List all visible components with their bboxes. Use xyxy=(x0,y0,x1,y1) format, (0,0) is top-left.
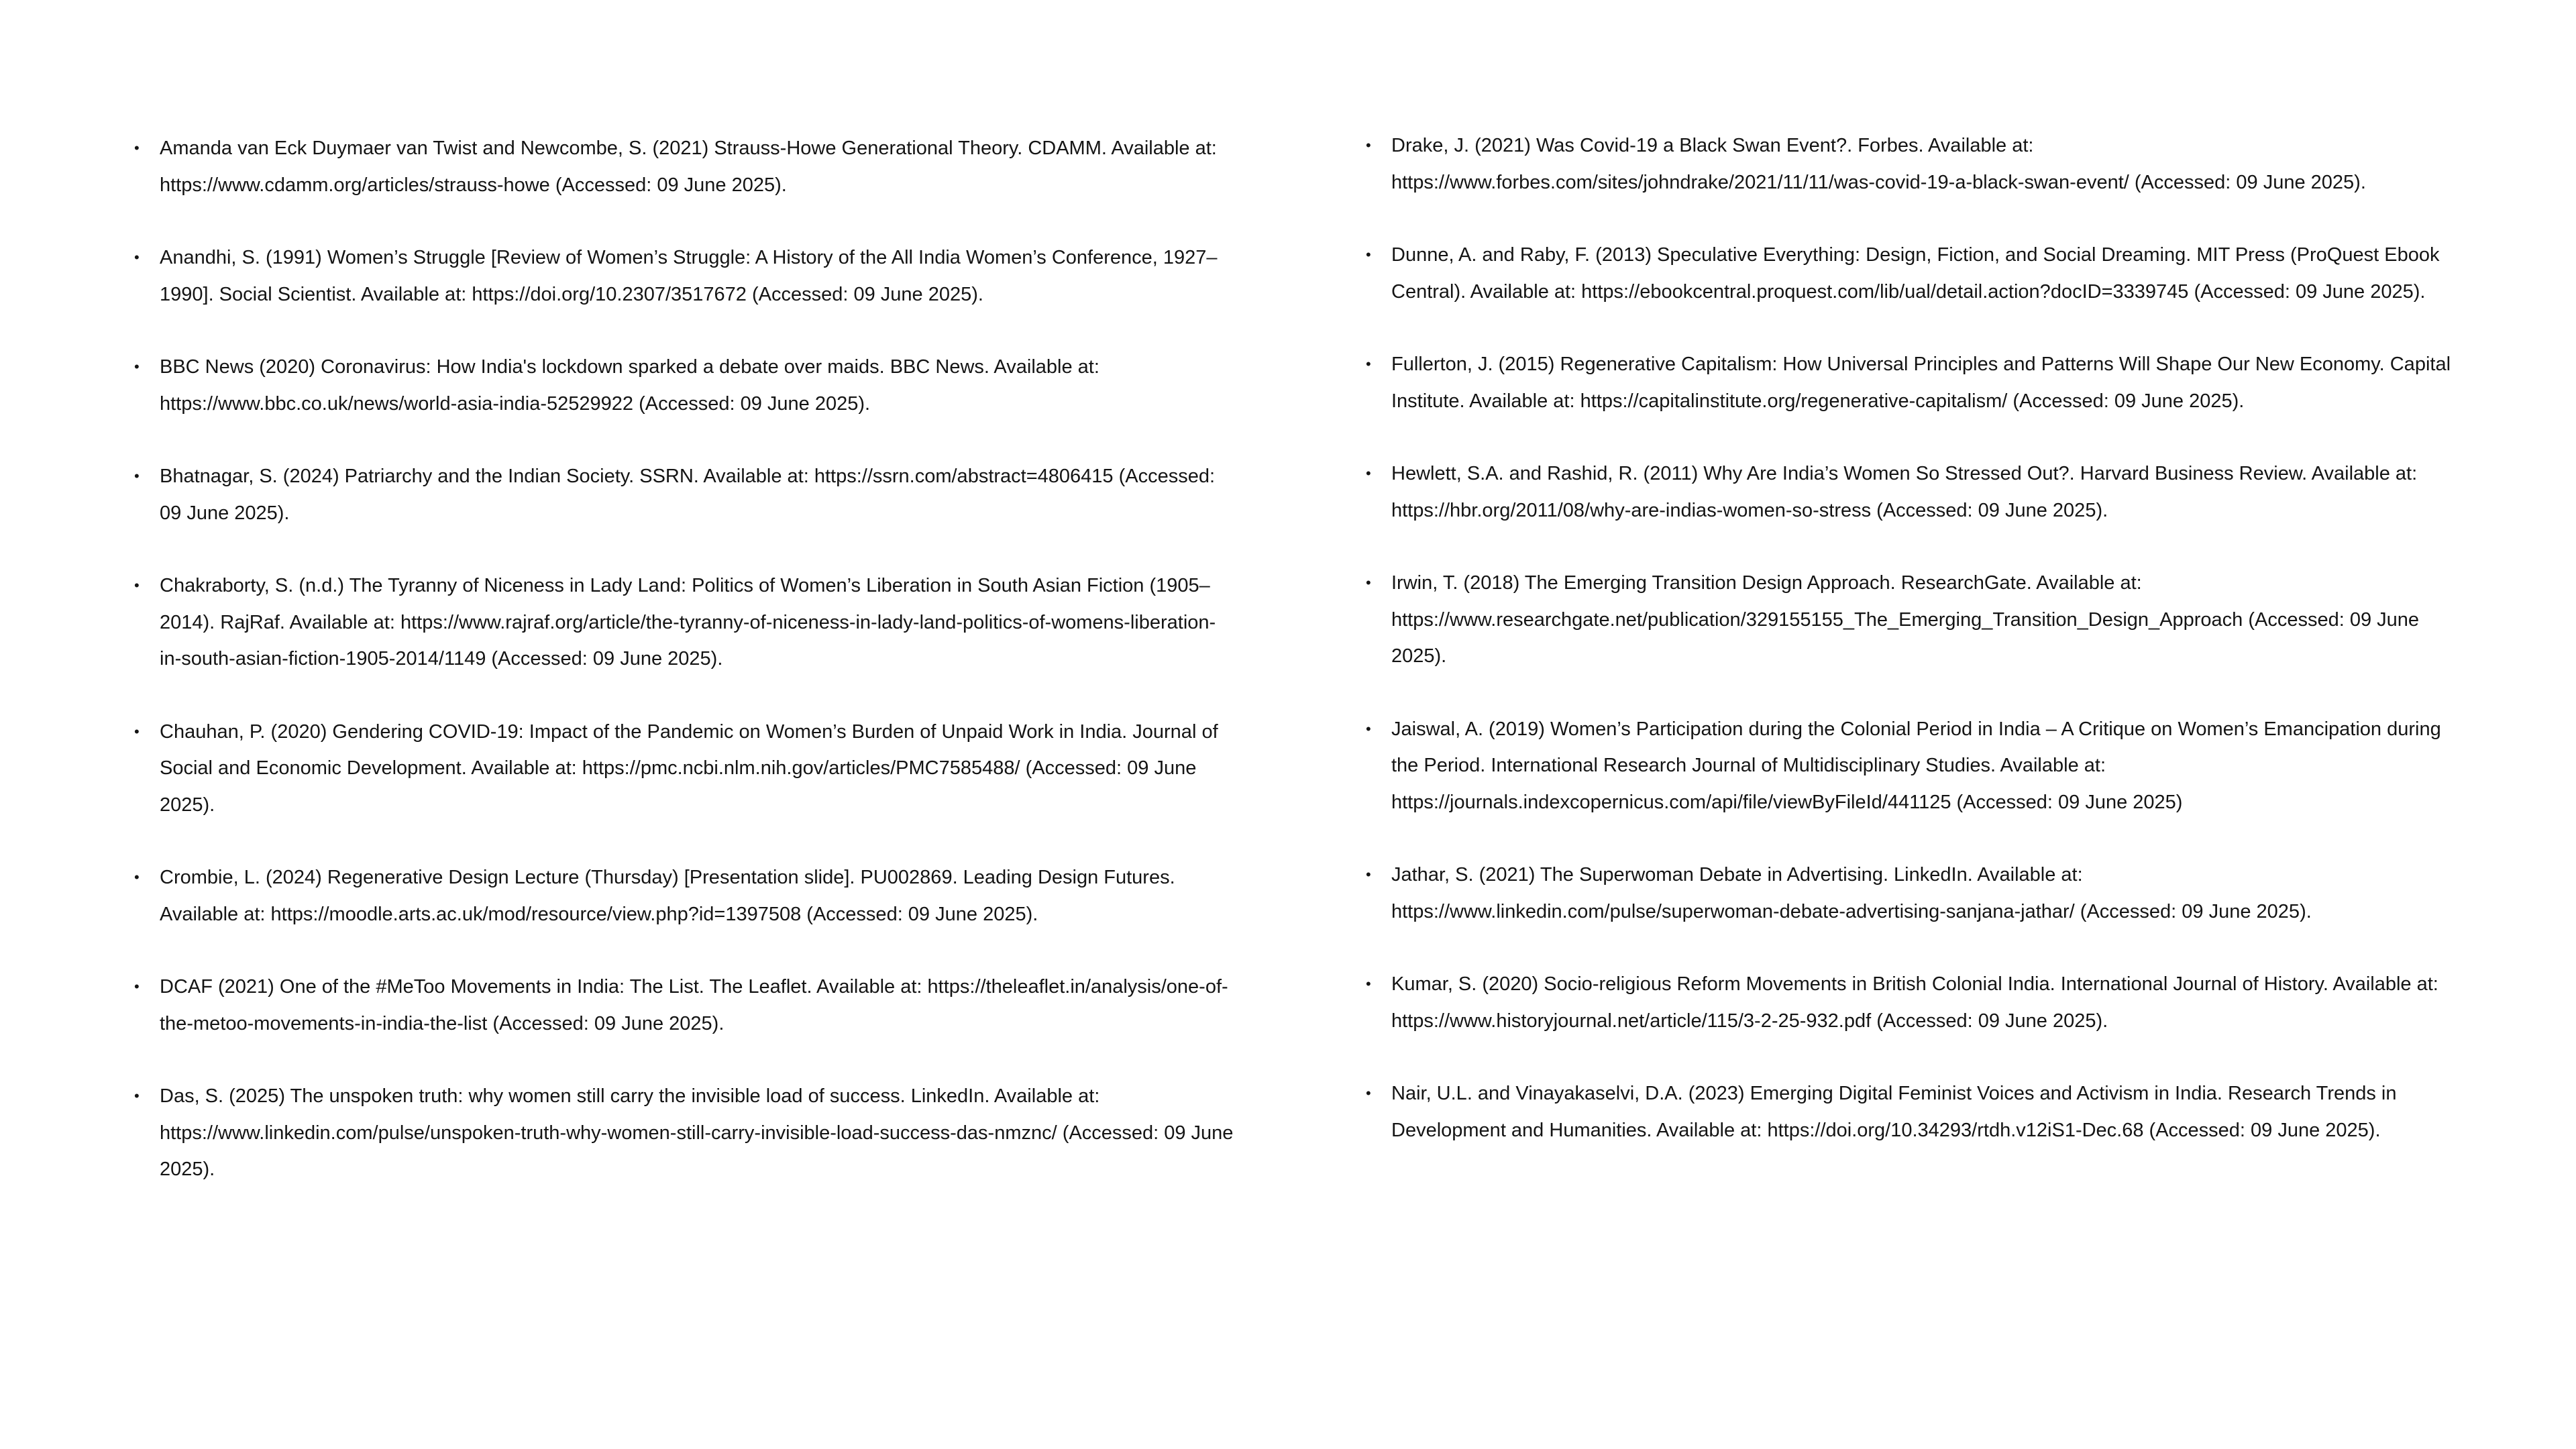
bullet-icon: • xyxy=(1366,246,1371,263)
reference-item xyxy=(134,458,1234,531)
reference-list-left xyxy=(134,130,1234,1224)
reference-text: Anandhi, S. (1991) Women’s Struggle [Review of Women’s Struggle: A History of the All India Women’s Conference, 1927–1990]. Social Scientist. Available at: https://doi.org/10.2307/3517672 (Accessed: 09 June 2025). xyxy=(160,247,1218,305)
reference-text: Chauhan, P. (2020) Gendering COVID-19: Impact of the Pandemic on Women’s Burden of Unpaid Work in India. Journal of Social and Economic Development. Available at: https://pmc.ncbi.nlm.nih.gov/articles/PMC7585488/ (Accessed: 09 June 2025). xyxy=(160,720,1218,816)
reference-text: Chakraborty, S. (n.d.) The Tyranny of Niceness in Lady Land: Politics of Women’s Liberation in South Asian Fiction (1905–2014). RajRaf. Available at: https://www.rajraf.org/article/the-tyranny-of-niceness-in-lady-land-politics-of-womens-liberation-in-south-asian-fiction-1905-2014/1149 (Accessed: 09 June 2025). xyxy=(160,575,1216,669)
bullet-icon: • xyxy=(134,249,140,266)
reference-text: Bhatnagar, S. (2024) Patriarchy and the Indian Society. SSRN. Available at: https://ssrn.com/abstract=4806415 (Accessed: 09 June 2025). xyxy=(160,466,1216,524)
reference-item xyxy=(1366,237,2473,310)
bullet-icon: • xyxy=(1366,356,1371,372)
bullet-icon: • xyxy=(1366,866,1371,883)
reference-item xyxy=(1366,966,2473,1039)
bullet-icon: • xyxy=(1366,720,1371,737)
reference-text: Nair, U.L. and Vinayakaselvi, D.A. (2023) Emerging Digital Feminist Voices and Activism in India. Research Trends in Development and Humanities. Available at: https://doi.org/10.34293/rtdh.v12iS1-Dec.68 (Accessed: 09 June 2025). xyxy=(1391,1083,2397,1141)
bullet-icon: • xyxy=(1366,137,1371,154)
reference-item xyxy=(1366,711,2473,821)
reference-item xyxy=(134,349,1234,422)
reference-item xyxy=(134,1078,1234,1188)
reference-list-right xyxy=(1366,127,2473,1185)
bullet-icon: • xyxy=(134,869,140,885)
reference-item xyxy=(134,714,1234,824)
reference-item xyxy=(134,969,1234,1042)
reference-text: Das, S. (2025) The unspoken truth: why women still carry the invisible load of success. LinkedIn. Available at: https://www.linkedin.com/pulse/unspoken-truth-why-women-still-carry-invisible-load-success-das-nmznc/ (Accessed: 09 June 2025). xyxy=(160,1085,1234,1180)
reference-text: Kumar, S. (2020) Socio-religious Reform Movements in British Colonial India. International Journal of History. Available at: https://www.historyjournal.net/article/115/3-2-25-932.pdf (Accessed: 09 June 2025). xyxy=(1391,973,2438,1032)
bullet-icon: • xyxy=(1366,465,1371,482)
bullet-icon: • xyxy=(1366,1085,1371,1102)
reference-text: Amanda van Eck Duymaer van Twist and Newcombe, S. (2021) Strauss-Howe Generational Theory. CDAMM. Available at: https://www.cdamm.org/articles/strauss-howe (Accessed: 09 June 2025). xyxy=(160,138,1217,196)
bullet-icon: • xyxy=(134,358,140,375)
reference-text: Hewlett, S.A. and Rashid, R. (2011) Why Are India’s Women So Stressed Out?. Harvard Business Review. Available at: https://hbr.org/2011/08/why-are-indias-women-so-stress (Accessed: 09 June 2025). xyxy=(1391,463,2418,521)
reference-item xyxy=(1366,346,2473,419)
bullet-icon: • xyxy=(134,722,140,740)
reference-item xyxy=(1366,565,2473,675)
reference-text: Crombie, L. (2024) Regenerative Design Lecture (Thursday) [Presentation slide]. PU002869. Leading Design Futures. Available at: https://moodle.arts.ac.uk/mod/resource/view.php?id=1397508 (Accessed: 09 June 2025). xyxy=(160,867,1175,925)
reference-item xyxy=(1366,455,2473,529)
reference-text: Drake, J. (2021) Was Covid-19 a Black Swan Event?. Forbes. Available at: https://www.forbes.com/sites/johndrake/2021/11/11/was-covid-19-a-black-swan-event/ (Accessed: 09 June 2025). xyxy=(1391,135,2366,193)
reference-text: BBC News (2020) Coronavirus: How India's lockdown sparked a debate over maids. BBC News. Available at: https://www.bbc.co.uk/news/world-asia-india-52529922 (Accessed: 09 June 2025). xyxy=(160,356,1099,415)
bullet-icon: • xyxy=(1366,975,1371,992)
reference-text: Fullerton, J. (2015) Regenerative Capitalism: How Universal Principles and Patterns Will Shape Our New Economy. Capital Institute. Available at: https://capitalinstitute.org/regenerative-capitalism/ (Accessed: 09 June 2025). xyxy=(1391,354,2451,412)
bullet-icon: • xyxy=(134,468,140,484)
bullet-icon: • xyxy=(1366,574,1371,591)
bullet-icon: • xyxy=(134,140,140,156)
bullet-icon: • xyxy=(134,1087,140,1104)
reference-item xyxy=(1366,127,2473,201)
reference-text: DCAF (2021) One of the #MeToo Movements in India: The List. The Leaflet. Available at: https://theleaflet.in/analysis/one-of-the-metoo-movements-in-india-the-list (Accessed: 09 June 2025). xyxy=(160,976,1228,1034)
bullet-icon: • xyxy=(134,978,140,995)
reference-item xyxy=(134,859,1234,932)
reference-item xyxy=(1366,857,2473,930)
reference-item xyxy=(134,568,1234,678)
reference-text: Irwin, T. (2018) The Emerging Transition Design Approach. ResearchGate. Available at: https://www.researchgate.net/publication/329155155_The_Emerging_Transition_Design_Approach (Accessed: 09 June 2025). xyxy=(1391,572,2420,667)
reference-item xyxy=(134,239,1234,313)
reference-text: Jaiswal, A. (2019) Women’s Participation during the Colonial Period in India – A Critique on Women’s Emancipation during the Period. International Research Journal of Multidisciplinary Studies. Available at: https://journals.indexcopernicus.com/api/file/viewByFileId/441125 (Accessed: 09 June 2025) xyxy=(1391,718,2441,813)
bullet-icon: • xyxy=(134,577,140,594)
reference-text: Dunne, A. and Raby, F. (2013) Speculative Everything: Design, Fiction, and Social Dreaming. MIT Press (ProQuest Ebook Central). Available at: https://ebookcentral.proquest.com/lib/ual/detail.action?docID=3339745 (Accessed: 09 June 2025). xyxy=(1391,244,2440,303)
reference-item xyxy=(1366,1075,2473,1148)
reference-text: Jathar, S. (2021) The Superwoman Debate in Advertising. LinkedIn. Available at: https://www.linkedin.com/pulse/superwoman-debate-advertising-sanjana-jathar/ (Accessed: 09 June 2025). xyxy=(1391,864,2312,922)
reference-item xyxy=(134,130,1234,203)
